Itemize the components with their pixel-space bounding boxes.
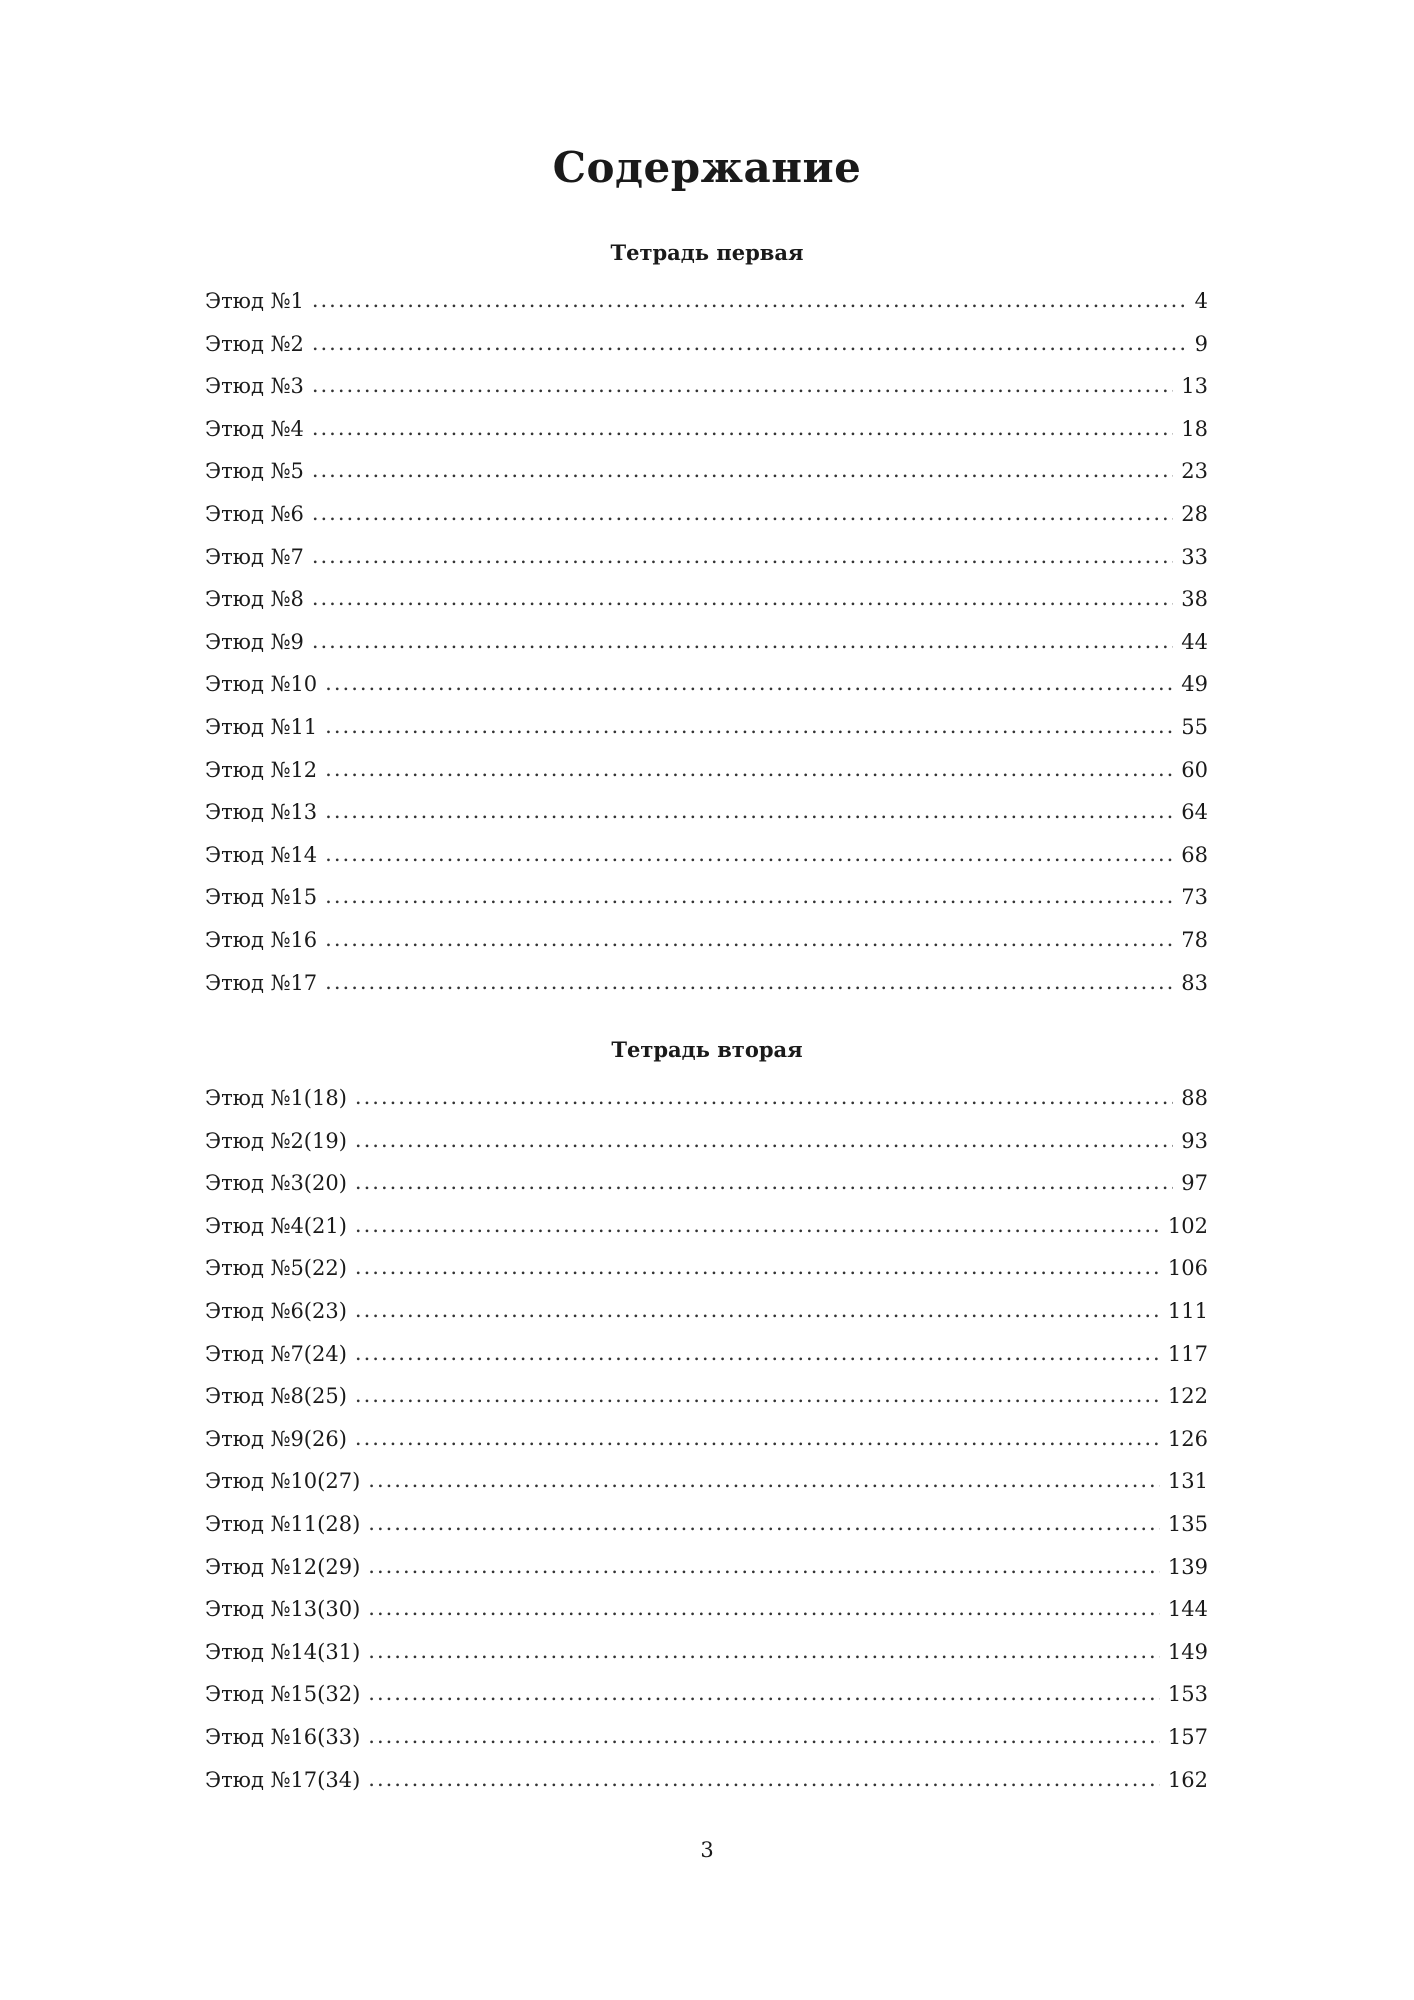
toc-entry: [205, 1503, 1208, 1546]
toc-entry: [205, 834, 1208, 877]
toc-entry-label: Этюд №15: [205, 885, 318, 910]
toc-entry: [205, 1631, 1208, 1674]
toc-entry-page: 153: [1167, 1682, 1208, 1707]
toc-entry-label: Этюд №11(28): [205, 1511, 361, 1536]
toc-dot-leader: [368, 1459, 1160, 1502]
toc-dot-leader: [325, 833, 1173, 876]
toc-dot-leader: [355, 1161, 1173, 1204]
toc-entry-page: 106: [1167, 1256, 1208, 1281]
toc-dot-leader: [325, 790, 1173, 833]
toc-entry-page: 64: [1181, 800, 1208, 825]
toc-entry-page: 18: [1181, 416, 1208, 441]
toc-entry-page: 44: [1181, 629, 1208, 654]
toc-entry: [205, 1205, 1208, 1248]
toc-dot-leader: [325, 748, 1173, 791]
toc-dot-leader: [368, 1587, 1160, 1630]
toc-entry-page: 68: [1181, 842, 1208, 867]
toc-dot-leader: [368, 1758, 1160, 1801]
toc-entry-page: 60: [1181, 757, 1208, 782]
toc-entry: [205, 450, 1208, 493]
toc-entry-label: Этюд №9: [205, 629, 304, 654]
toc-dot-leader: [368, 1715, 1160, 1758]
toc-dot-leader: [312, 364, 1173, 407]
toc-entry-label: Этюд №8: [205, 587, 304, 612]
toc-entry: [205, 962, 1208, 1005]
toc-dot-leader: [312, 620, 1173, 663]
toc-entry-label: Этюд №13(30): [205, 1597, 361, 1622]
toc-entry-page: 149: [1167, 1639, 1208, 1664]
toc-entry-label: Этюд №9(26): [205, 1426, 347, 1451]
toc-entry-page: 131: [1167, 1469, 1208, 1494]
toc-dot-leader: [368, 1545, 1160, 1588]
toc-entry-label: Этюд №14: [205, 842, 318, 867]
toc-dot-leader: [368, 1630, 1160, 1673]
toc-entry-page: 33: [1181, 544, 1208, 569]
toc-entry-label: Этюд №1: [205, 289, 304, 313]
toc-entry-label: Этюд №2(19): [205, 1128, 347, 1153]
toc-entry: [205, 280, 1208, 323]
toc-entry-page: 117: [1167, 1341, 1208, 1366]
toc-entry: [205, 323, 1208, 366]
toc-entry-page: 97: [1181, 1171, 1208, 1196]
toc-entry: [205, 876, 1208, 919]
toc-entry: [205, 1162, 1208, 1205]
toc-dot-leader: [355, 1374, 1160, 1417]
toc-entry-page: 49: [1181, 672, 1208, 697]
toc-entry: [205, 1460, 1208, 1503]
toc-entry-label: Этюд №8(25): [205, 1384, 347, 1409]
toc-dot-leader: [312, 577, 1173, 620]
toc-dot-leader: [355, 1204, 1160, 1247]
toc-entry-page: 102: [1167, 1213, 1208, 1238]
toc-entry-label: Этюд №7(24): [205, 1341, 347, 1366]
toc-entry-label: Этюд №6(23): [205, 1298, 347, 1323]
toc-entry: [205, 1290, 1208, 1333]
toc-entry-label: Этюд №6: [205, 501, 304, 526]
toc-entry-page: 111: [1167, 1298, 1208, 1323]
toc-entry-page: 135: [1167, 1511, 1208, 1536]
toc-entry: [205, 493, 1208, 536]
toc-dot-leader: [312, 407, 1173, 450]
toc-entry-label: Этюд №14(31): [205, 1639, 361, 1664]
toc-entry-page: 4: [1194, 289, 1208, 313]
toc-entry-label: Этюд №12: [205, 757, 318, 782]
toc-entry: [205, 663, 1208, 706]
toc-dot-leader: [325, 662, 1173, 705]
toc-dot-leader: [325, 705, 1173, 748]
toc-entry-page: 38: [1181, 587, 1208, 612]
toc-entry-label: Этюд №17: [205, 970, 318, 995]
toc-entry: [205, 1418, 1208, 1461]
toc-entry-page: 83: [1181, 970, 1208, 995]
toc-entry: [205, 1546, 1208, 1589]
toc-entry: [205, 1759, 1208, 1802]
toc-entry: [205, 706, 1208, 749]
toc-entry: [205, 536, 1208, 579]
toc-dot-leader: [312, 279, 1187, 322]
toc-dot-leader: [355, 1076, 1173, 1119]
toc-entry: [205, 1333, 1208, 1376]
toc-entry: [205, 791, 1208, 834]
toc-entry: [205, 1077, 1208, 1120]
toc-entry: [205, 1120, 1208, 1163]
toc-entry-label: Этюд №4(21): [205, 1213, 347, 1238]
toc-entry-label: Этюд №15(32): [205, 1682, 361, 1707]
toc-entry-page: 122: [1167, 1384, 1208, 1409]
toc-list-first-notebook: [205, 280, 1208, 1004]
toc-entry-page: 126: [1167, 1426, 1208, 1451]
toc-dot-leader: [312, 322, 1187, 365]
toc-entry-page: 13: [1181, 374, 1208, 399]
toc-dot-leader: [355, 1289, 1160, 1332]
toc-entry-label: Этюд №10(27): [205, 1469, 361, 1494]
toc-entry-label: Этюд №4: [205, 416, 304, 441]
toc-entry: [205, 365, 1208, 408]
toc-dot-leader: [355, 1246, 1160, 1289]
toc-entry-label: Этюд №17(34): [205, 1767, 361, 1792]
toc-entry: [205, 919, 1208, 962]
toc-entry: [205, 1673, 1208, 1716]
toc-entry-page: 55: [1181, 714, 1208, 739]
toc-list-second-notebook: [205, 1077, 1208, 1801]
toc-entry-label: Этюд №3(20): [205, 1171, 347, 1196]
page-number: 3: [700, 1838, 714, 1862]
toc-entry-page: 88: [1181, 1086, 1208, 1110]
toc-dot-leader: [368, 1672, 1160, 1715]
toc-dot-leader: [312, 449, 1173, 492]
toc-entry-page: 162: [1167, 1767, 1208, 1792]
toc-entry-page: 73: [1181, 885, 1208, 910]
toc-dot-leader: [325, 918, 1173, 961]
toc-entry: [205, 1375, 1208, 1418]
toc-entry-label: Этюд №10: [205, 672, 318, 697]
section-heading-first-notebook: Тетрадь первая: [610, 240, 804, 265]
toc-entry-page: 78: [1181, 927, 1208, 952]
page-title: Содержание: [552, 143, 862, 192]
toc-entry-label: Этюд №11: [205, 714, 318, 739]
toc-entry: [205, 1716, 1208, 1759]
toc-entry-page: 157: [1167, 1724, 1208, 1749]
toc-entry-page: 23: [1181, 459, 1208, 484]
toc-entry-label: Этюд №3: [205, 374, 304, 399]
toc-entry: [205, 621, 1208, 664]
toc-entry: [205, 749, 1208, 792]
toc-entry-page: 139: [1167, 1554, 1208, 1579]
toc-entry: [205, 578, 1208, 621]
toc-entry: [205, 1588, 1208, 1631]
toc-entry-page: 93: [1181, 1128, 1208, 1153]
toc-dot-leader: [325, 875, 1173, 918]
toc-dot-leader: [312, 492, 1173, 535]
toc-entry: [205, 1247, 1208, 1290]
toc-entry-label: Этюд №16(33): [205, 1724, 361, 1749]
toc-entry-label: Этюд №7: [205, 544, 304, 569]
toc-dot-leader: [312, 535, 1173, 578]
toc-entry-label: Этюд №5: [205, 459, 304, 484]
toc-dot-leader: [355, 1119, 1173, 1162]
toc-entry-label: Этюд №16: [205, 927, 318, 952]
toc-dot-leader: [368, 1502, 1160, 1545]
toc-entry: [205, 408, 1208, 451]
toc-entry-label: Этюд №1(18): [205, 1086, 347, 1110]
toc-entry-page: 144: [1167, 1597, 1208, 1622]
toc-entry-label: Этюд №2: [205, 331, 304, 356]
toc-entry-page: 28: [1181, 501, 1208, 526]
toc-entry-label: Этюд №5(22): [205, 1256, 347, 1281]
toc-entry-label: Этюд №12(29): [205, 1554, 361, 1579]
toc-dot-leader: [355, 1417, 1160, 1460]
toc-entry-page: 9: [1194, 331, 1208, 356]
toc-entry-label: Этюд №13: [205, 800, 318, 825]
toc-dot-leader: [325, 961, 1173, 1004]
section-heading-second-notebook: Тетрадь вторая: [611, 1037, 803, 1062]
toc-dot-leader: [355, 1332, 1160, 1375]
